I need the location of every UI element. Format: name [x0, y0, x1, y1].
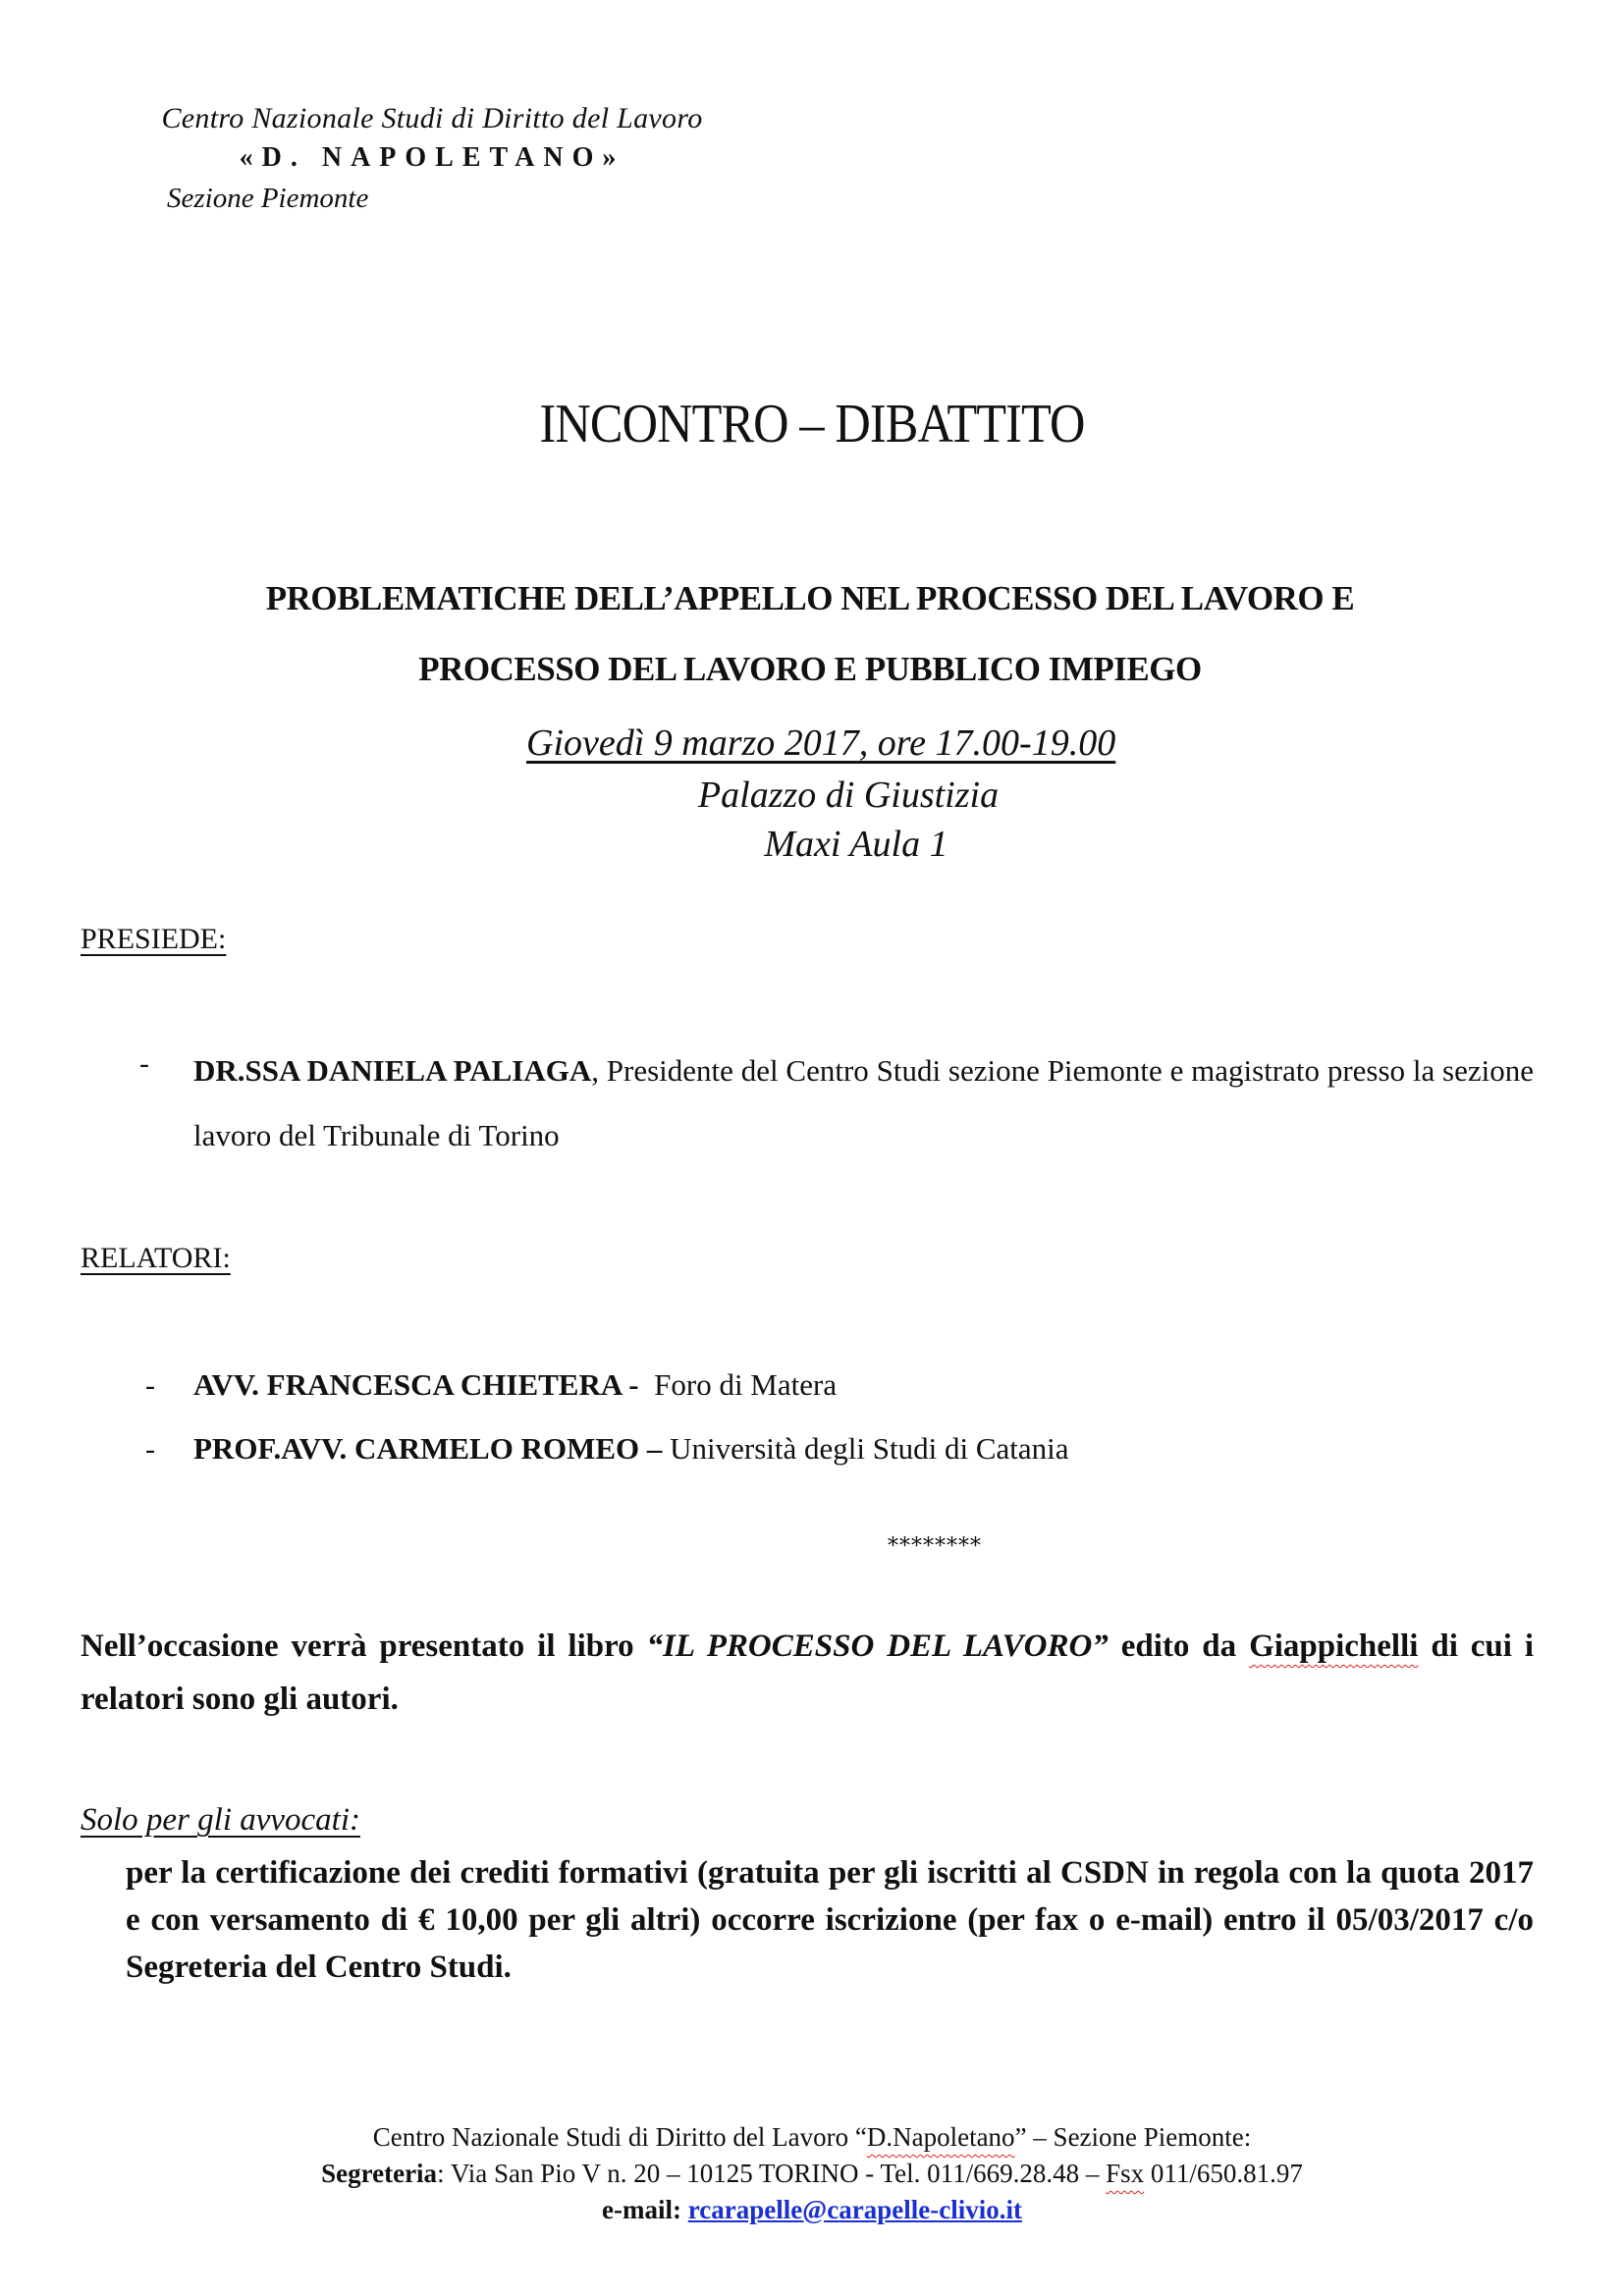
lawyers-label: Solo per gli avvocati:	[81, 1802, 361, 1838]
speaker-entry	[193, 1431, 1069, 1467]
chair-entry	[193, 1039, 1534, 1168]
subtitle-line-2: PROCESSO DEL LAVORO E PUBBLICO IMPIEGO	[418, 650, 1202, 688]
speaker-separator: –	[639, 1431, 671, 1466]
footer-org-line	[0, 2122, 1624, 2153]
speaker-name: PROF.AVV. CARMELO ROMEO	[193, 1431, 640, 1466]
book-announcement	[81, 1620, 1534, 1726]
event-datetime: Giovedì 9 marzo 2017, ore 17.00-19.00	[526, 722, 1116, 764]
org-name: Centro Nazionale Studi di Diritto del Lavoro	[161, 102, 703, 134]
page-title: INCONTRO – DIBATTITO	[539, 394, 1085, 454]
footer-address: : Via San Pio V n. 20 – 10125 TORINO - Tel. 011/669.28.48 –	[437, 2159, 1107, 2188]
book-mid: edito da	[1108, 1629, 1250, 1664]
footer-org-post: ” – Sezione Piemonte:	[1014, 2122, 1252, 2152]
book-intro: Nell’occasione verrà presentato il libro	[81, 1629, 647, 1664]
relatori-label: RELATORI:	[81, 1242, 231, 1274]
presiede-label: PRESIEDE:	[81, 923, 227, 955]
subtitle-line-1: PROBLEMATICHE DELL’APPELLO NEL PROCESSO DEL LAVORO E	[265, 579, 1355, 617]
speaker-entry	[193, 1367, 837, 1403]
footer-address-line	[0, 2159, 1624, 2189]
lawyers-credits-text: per la certificazione dei crediti formativi (gratuita per gli iscritti al CSDN in regola con la quota 2017 e con versamento di € 10,00 per gli altri) occorre iscrizione (per fax o e-mail) entro il 05/03/2017 c/o Segreteria del Centro Studi.	[126, 1855, 1534, 1985]
event-venue: Palazzo di Giustizia	[697, 774, 1000, 816]
footer-email-label: e-mail:	[602, 2195, 688, 2224]
chair-name: DR.SSA DANIELA PALIAGA	[193, 1053, 592, 1088]
bullet-dash: -	[145, 1433, 155, 1466]
section-separator: ********	[888, 1534, 982, 1559]
footer-org-pre: Centro Nazionale Studi di Diritto del Lavoro “	[372, 2122, 867, 2152]
email-link[interactable]: rcarapelle@carapelle-clivio.it	[687, 2195, 1022, 2224]
book-publisher: Giappichelli	[1249, 1629, 1419, 1664]
footer-org-name: D.Napoletano	[866, 2122, 1015, 2152]
speaker-affiliation: Università degli Studi di Catania	[670, 1431, 1069, 1466]
footer-fax: 011/650.81.97	[1144, 2159, 1303, 2188]
speaker-affiliation: Foro di Matera	[654, 1367, 838, 1402]
speaker-name: AVV. FRANCESCA CHIETERA	[193, 1367, 622, 1402]
footer-fax-label: Fsx	[1106, 2159, 1145, 2188]
footer-secretariat-label: Segreteria	[321, 2159, 438, 2188]
chair-description: , Presidente del Centro Studi sezione Piemonte e magistrato presso la sezione lavoro del Tribunale di Torino	[193, 1053, 1534, 1152]
footer-email-line	[0, 2195, 1624, 2225]
org-section: Sezione Piemonte	[167, 183, 369, 214]
book-outro: di cui i relatori sono gli autori.	[81, 1629, 1535, 1717]
speaker-separator: -	[621, 1367, 655, 1402]
book-title: “IL PROCESSO DEL LAVORO”	[646, 1629, 1109, 1664]
bullet-dash: -	[145, 1369, 155, 1402]
bullet-dash: -	[139, 1047, 149, 1080]
org-honoree: «D. NAPOLETANO»	[239, 142, 625, 173]
event-room: Maxi Aula 1	[764, 824, 948, 865]
